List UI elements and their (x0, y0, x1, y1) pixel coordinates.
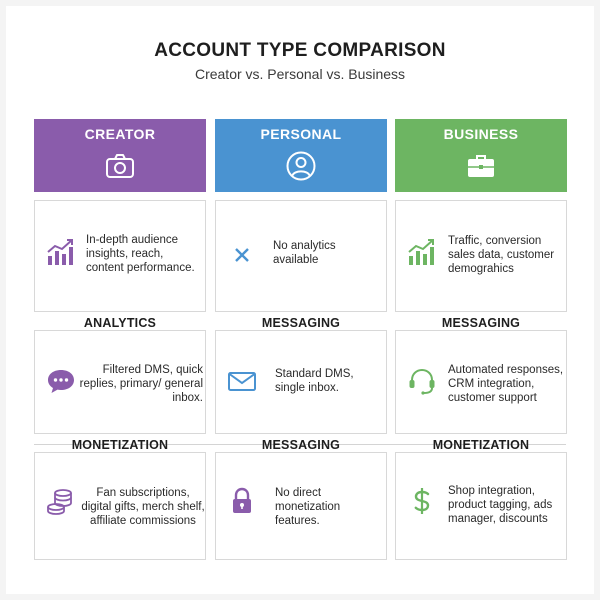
bar-chart-icon (406, 236, 438, 268)
cell-text: Standard DMS, single inbox. (275, 368, 354, 394)
cell-business-analytics (395, 200, 567, 312)
cell-text: Traffic, conversion sales data, customer demograhics (448, 235, 555, 275)
cell-text: In-depth audience insights, reach, content performance. (86, 234, 195, 274)
cell-text: Fan subscriptions, digital gifts, merch shelf, affiliate commissions (81, 487, 205, 527)
coins-icon (45, 485, 77, 517)
page-subtitle: Creator vs. Personal vs. Business (194, 66, 406, 82)
cell-personal-messaging (215, 330, 387, 434)
cell-text: Automated responses, CRM integration, customer support (448, 364, 564, 404)
cell-creator-monetization (34, 452, 206, 560)
cell-personal-monetization (215, 452, 387, 560)
row-label: MONETIZATION (432, 438, 530, 452)
dollar-icon (406, 485, 438, 517)
bar-chart-icon (45, 236, 77, 268)
cell-creator-messaging (34, 330, 206, 434)
envelope-icon (226, 365, 258, 397)
cell-text: Shop integration, product tagging, ads manager, discounts (448, 485, 553, 525)
column-header-creator (34, 119, 206, 192)
column-header-label: CREATOR (84, 126, 156, 142)
cell-business-monetization (395, 452, 567, 560)
cell-business-messaging (395, 330, 567, 434)
headset-icon (406, 365, 438, 397)
x-mark-icon (226, 239, 258, 271)
cell-personal-analytics (215, 200, 387, 312)
cell-text: No analytics available (273, 240, 336, 266)
row-label: MESSAGING (261, 438, 341, 452)
cell-text: No direct monetization features. (275, 487, 341, 527)
lock-icon (226, 485, 258, 517)
row-label: MONETIZATION (71, 438, 169, 452)
camera-icon (104, 150, 136, 182)
row-label: MESSAGING (261, 316, 341, 330)
cell-text: Filtered DMS, quick replies, primary/ general inbox. (79, 364, 203, 404)
user-circle-icon (285, 150, 317, 182)
column-header-label: PERSONAL (260, 126, 342, 142)
column-header-label: BUSINESS (443, 126, 519, 142)
column-header-business (395, 119, 567, 192)
row-label: ANALYTICS (83, 316, 157, 330)
column-header-personal (215, 119, 387, 192)
chat-bubble-icon (45, 365, 77, 397)
briefcase-icon (465, 150, 497, 182)
cell-creator-analytics (34, 200, 206, 312)
page-title: ACCOUNT TYPE COMPARISON (154, 40, 446, 61)
row-label: MESSAGING (441, 316, 521, 330)
